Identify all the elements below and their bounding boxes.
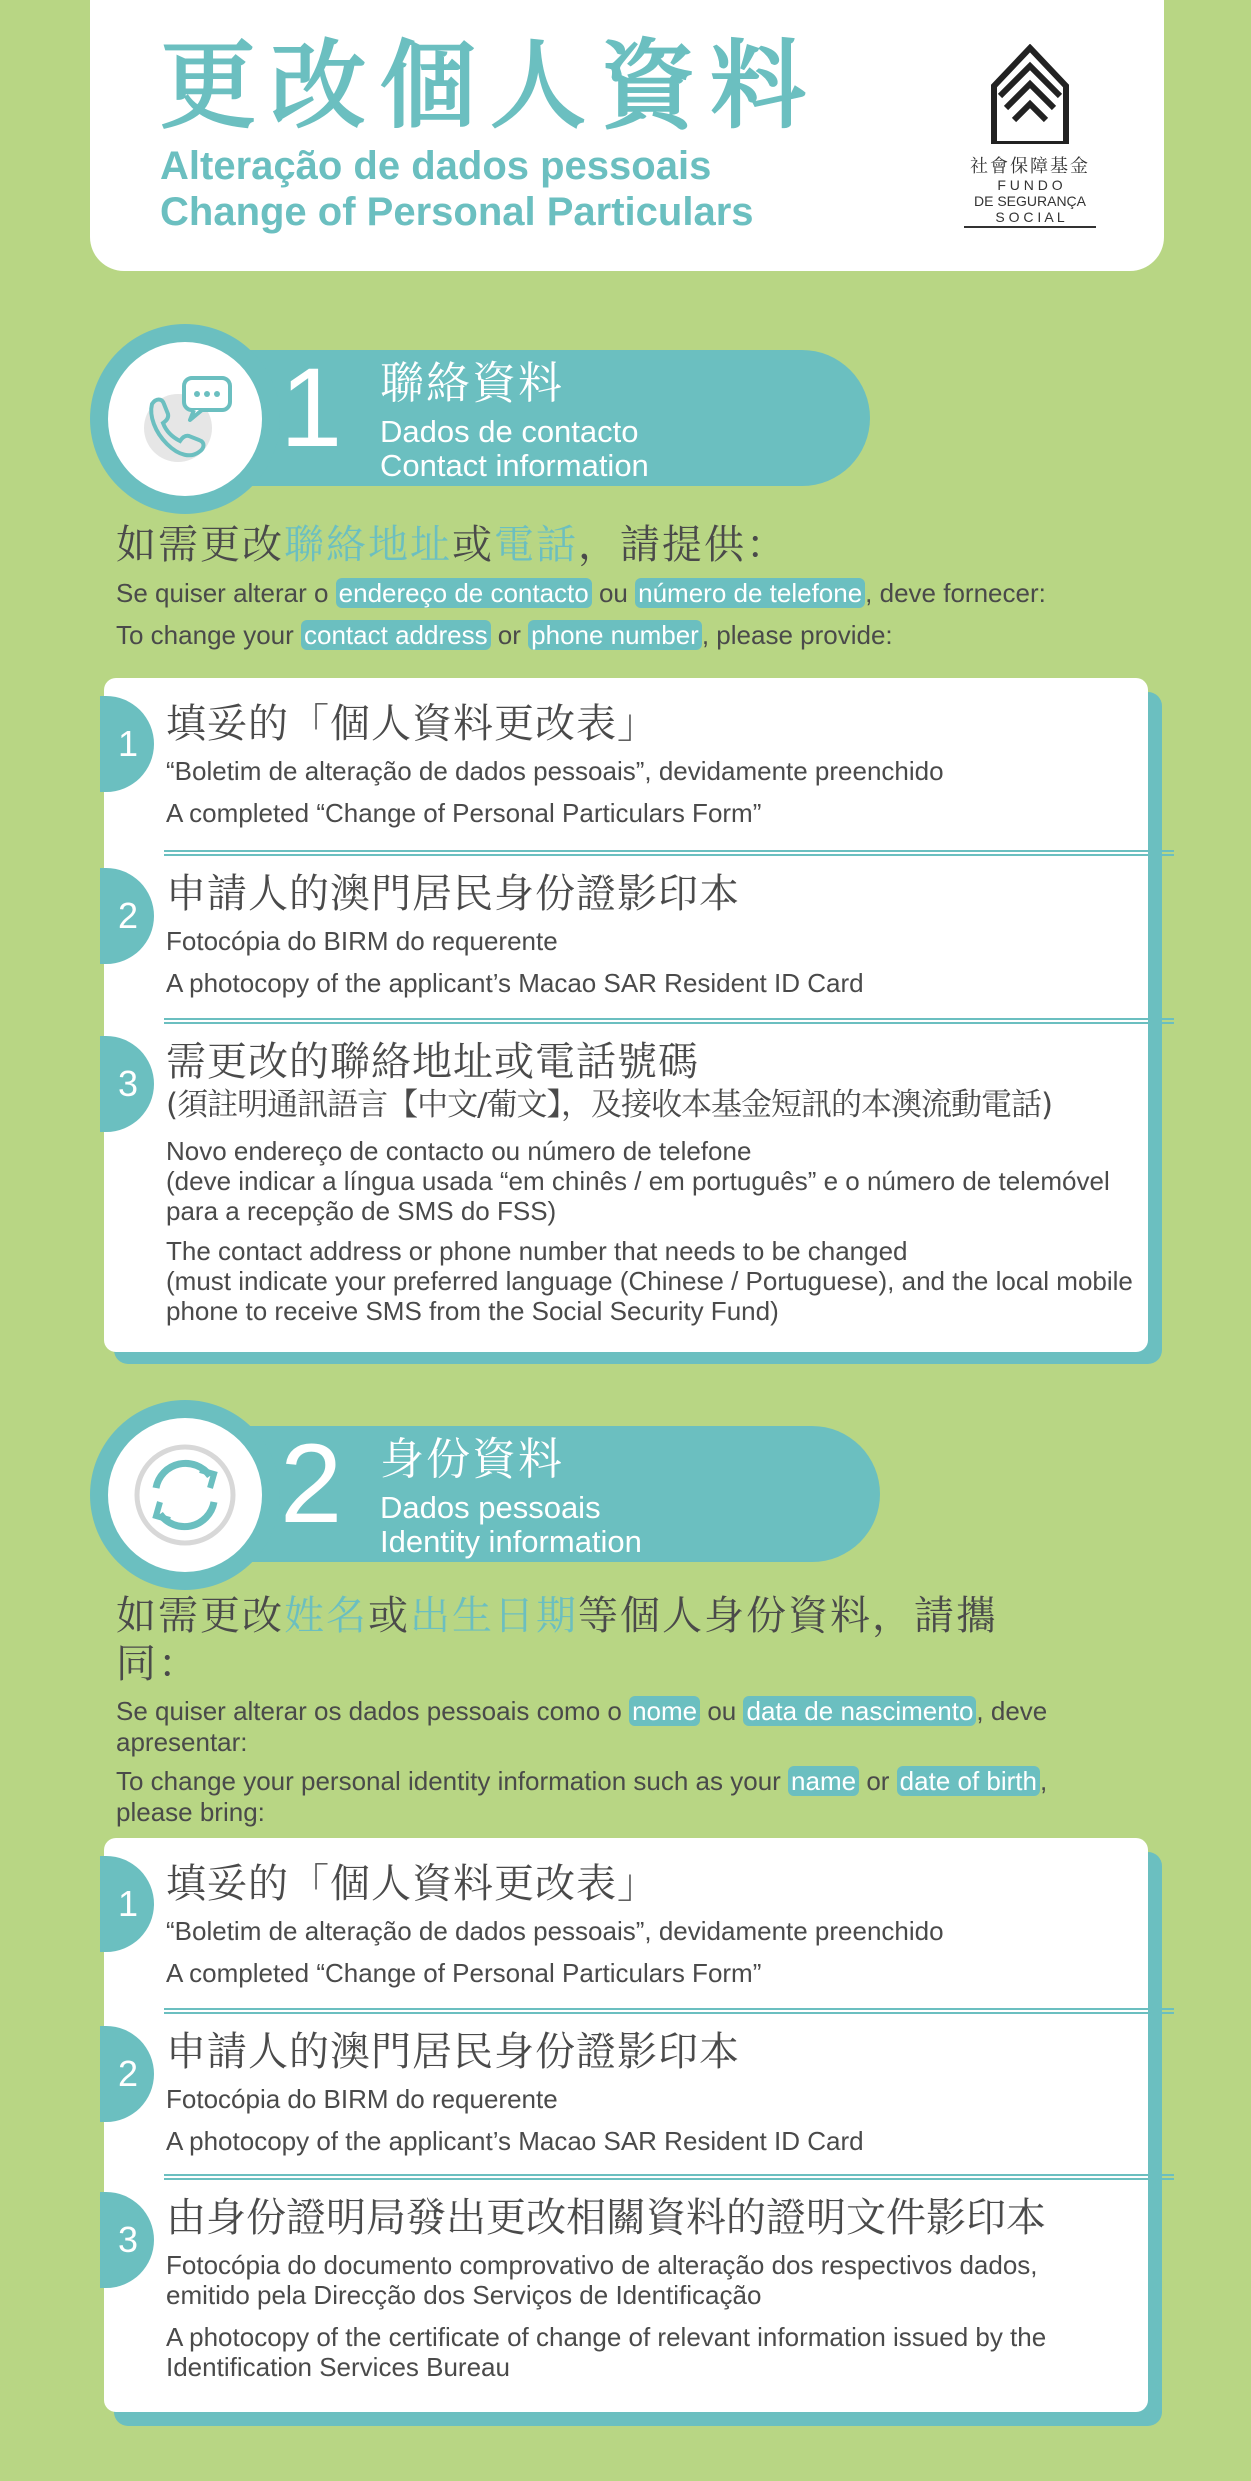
section-1-title-en: Contact information bbox=[380, 448, 649, 483]
highlight-phone: número de telefone bbox=[635, 578, 865, 608]
item-text-en: A completed “Change of Personal Particulars Form” bbox=[166, 1958, 762, 1988]
fss-logo bbox=[960, 44, 1100, 234]
section-2-icon-circle bbox=[108, 1418, 262, 1572]
section-2-intro-zh bbox=[116, 1592, 1126, 1688]
highlight-name: 姓名 bbox=[284, 1593, 368, 1639]
intro-text: or bbox=[490, 620, 529, 650]
logo-underline bbox=[964, 226, 1096, 228]
intro-text: , bbox=[1039, 1766, 1048, 1796]
item-text-pt: emitido pela Direcção dos Serviços de Identificação bbox=[166, 2280, 762, 2310]
intro-text: 或 bbox=[368, 1593, 410, 1639]
phone-chat-icon bbox=[130, 364, 240, 474]
highlight-phone: 電話 bbox=[494, 522, 578, 568]
section-2-title-zh: 身份資料 bbox=[380, 1434, 564, 1485]
item-title-zh: 申請人的澳門居民身份證影印本 bbox=[166, 871, 740, 917]
intro-text: To change your personal identity information such as your bbox=[116, 1766, 789, 1796]
highlight-name: name bbox=[788, 1766, 859, 1796]
logo-text-line3: S O C I A L bbox=[995, 209, 1065, 225]
logo-text-zh: 社會保障基金 bbox=[970, 156, 1090, 177]
divider bbox=[164, 2008, 1174, 2014]
item-text-en: A completed “Change of Personal Particulars Form” bbox=[166, 798, 762, 828]
intro-text: 或 bbox=[452, 522, 494, 568]
intro-text: Se quiser alterar o bbox=[116, 578, 336, 608]
item-text-pt: para a recepção de SMS do FSS) bbox=[166, 1196, 557, 1226]
intro-text: , deve bbox=[976, 1696, 1048, 1726]
highlight-contact-address: 聯絡地址 bbox=[284, 522, 452, 568]
item-title-zh: 需更改的聯絡地址或電話號碼 bbox=[166, 1039, 699, 1085]
item-number: 2 bbox=[118, 2053, 139, 2094]
section-2-intro-pt bbox=[116, 1696, 1126, 1757]
intro-text: apresentar: bbox=[116, 1726, 248, 1757]
section-2-icon-ring bbox=[90, 1400, 280, 1590]
divider bbox=[164, 1018, 1174, 1024]
highlight-date-of-birth: data de nascimento bbox=[743, 1696, 976, 1726]
intro-text: , please provide: bbox=[701, 620, 893, 650]
intro-text: 如需更改 bbox=[116, 522, 284, 568]
intro-text: 同： bbox=[116, 1641, 200, 1687]
section-2-number: 2 bbox=[280, 1421, 343, 1546]
intro-text: 等個人身份資料，請攜 bbox=[578, 1593, 998, 1639]
highlight-date-of-birth: date of birth bbox=[897, 1766, 1040, 1796]
page-title-en: Change of Personal Particulars bbox=[160, 190, 754, 234]
section-2-heading bbox=[90, 1400, 890, 1590]
section-1-icon-ring bbox=[90, 324, 280, 514]
item-text-en: The contact address or phone number that needs to be changed bbox=[166, 1236, 908, 1266]
section-2-card bbox=[104, 1838, 1148, 2412]
divider bbox=[164, 850, 1174, 856]
item-text-pt: Fotocópia do BIRM do requerente bbox=[166, 2084, 558, 2114]
item-text-pt: Novo endereço de contacto ou número de telefone bbox=[166, 1136, 752, 1166]
intro-text: Se quiser alterar os dados pessoais como o bbox=[116, 1696, 630, 1726]
house-logo-icon bbox=[990, 44, 1070, 144]
item-number: 1 bbox=[118, 1883, 139, 1924]
section-1-intro-en bbox=[116, 620, 1126, 651]
header bbox=[90, 0, 1164, 271]
page-title-zh: 更改個人資料 bbox=[160, 30, 820, 142]
item-number: 3 bbox=[118, 2219, 139, 2260]
item-text-pt: “Boletim de alteração de dados pessoais”, devidamente preenchido bbox=[166, 756, 944, 786]
section-2-intro-en bbox=[116, 1766, 1126, 1827]
highlight-contact-address: endereço de contacto bbox=[336, 578, 592, 608]
highlight-contact-address: contact address bbox=[301, 620, 491, 650]
item-text-en: A photocopy of the applicant’s Macao SAR Resident ID Card bbox=[166, 2126, 864, 2156]
intro-text: please bring: bbox=[116, 1796, 265, 1827]
item-text-en: A photocopy of the applicant’s Macao SAR Resident ID Card bbox=[166, 968, 864, 998]
item-number: 2 bbox=[118, 895, 139, 936]
item-text-en: Identification Services Bureau bbox=[166, 2352, 510, 2382]
section-1-card bbox=[104, 678, 1148, 1352]
item-text-pt: “Boletim de alteração de dados pessoais”, devidamente preenchido bbox=[166, 1916, 944, 1946]
intro-text: ou bbox=[591, 578, 636, 608]
item-text-pt: Fotocópia do documento comprovativo de alteração dos respectivos dados, bbox=[166, 2250, 1038, 2280]
section-2-title-pt: Dados pessoais bbox=[380, 1490, 601, 1525]
refresh-arrows-icon bbox=[130, 1440, 240, 1550]
divider bbox=[164, 2174, 1174, 2180]
item-title-zh: 填妥的「個人資料更改表」 bbox=[166, 1861, 658, 1907]
section-1-icon-circle bbox=[108, 342, 262, 496]
item-text-pt: (deve indicar a língua usada “em chinês / em português” e o número de telemóvel bbox=[166, 1166, 1110, 1196]
intro-text: , deve fornecer: bbox=[865, 578, 1046, 608]
item-number: 3 bbox=[118, 1063, 139, 1104]
item-text-pt: Fotocópia do BIRM do requerente bbox=[166, 926, 558, 956]
intro-text: ，請提供： bbox=[578, 522, 788, 568]
highlight-phone: phone number bbox=[528, 620, 702, 650]
logo-text-line1: F U N D O bbox=[997, 177, 1063, 193]
item-text-en: phone to receive SMS from the Social Security Fund) bbox=[166, 1296, 779, 1326]
section-1-intro-pt bbox=[116, 578, 1126, 609]
section-1-intro-zh bbox=[116, 520, 1126, 570]
item-subtitle-zh: (須註明通訊語言【中文/葡文】，及接收本基金短訊的本澳流動電話) bbox=[166, 1087, 1053, 1123]
item-title-zh: 由身份證明局發出更改相關資料的證明文件影印本 bbox=[166, 2195, 1046, 2241]
section-1-title-pt: Dados de contacto bbox=[380, 414, 639, 449]
section-2-title-en: Identity information bbox=[380, 1524, 642, 1559]
item-title-zh: 填妥的「個人資料更改表」 bbox=[166, 701, 658, 747]
section-1-heading bbox=[90, 324, 890, 514]
item-text-en: (must indicate your preferred language (Chinese / Portuguese), and the local mobile bbox=[166, 1266, 1133, 1296]
item-number: 1 bbox=[118, 723, 139, 764]
item-text-en: A photocopy of the certificate of change of relevant information issued by the bbox=[166, 2322, 1047, 2352]
intro-text: To change your bbox=[116, 620, 302, 650]
section-1-title-zh: 聯絡資料 bbox=[380, 358, 564, 409]
item-title-zh: 申請人的澳門居民身份證影印本 bbox=[166, 2029, 740, 2075]
logo-text-line2: DE SEGURANÇA bbox=[973, 193, 1087, 209]
section-1-number: 1 bbox=[280, 345, 343, 470]
intro-text: 如需更改 bbox=[116, 1593, 284, 1639]
highlight-date-of-birth: 出生日期 bbox=[410, 1593, 578, 1639]
page-title-pt: Alteração de dados pessoais bbox=[160, 144, 712, 188]
intro-text: or bbox=[859, 1766, 897, 1796]
intro-text: ou bbox=[700, 1696, 744, 1726]
highlight-name: nome bbox=[629, 1696, 700, 1726]
